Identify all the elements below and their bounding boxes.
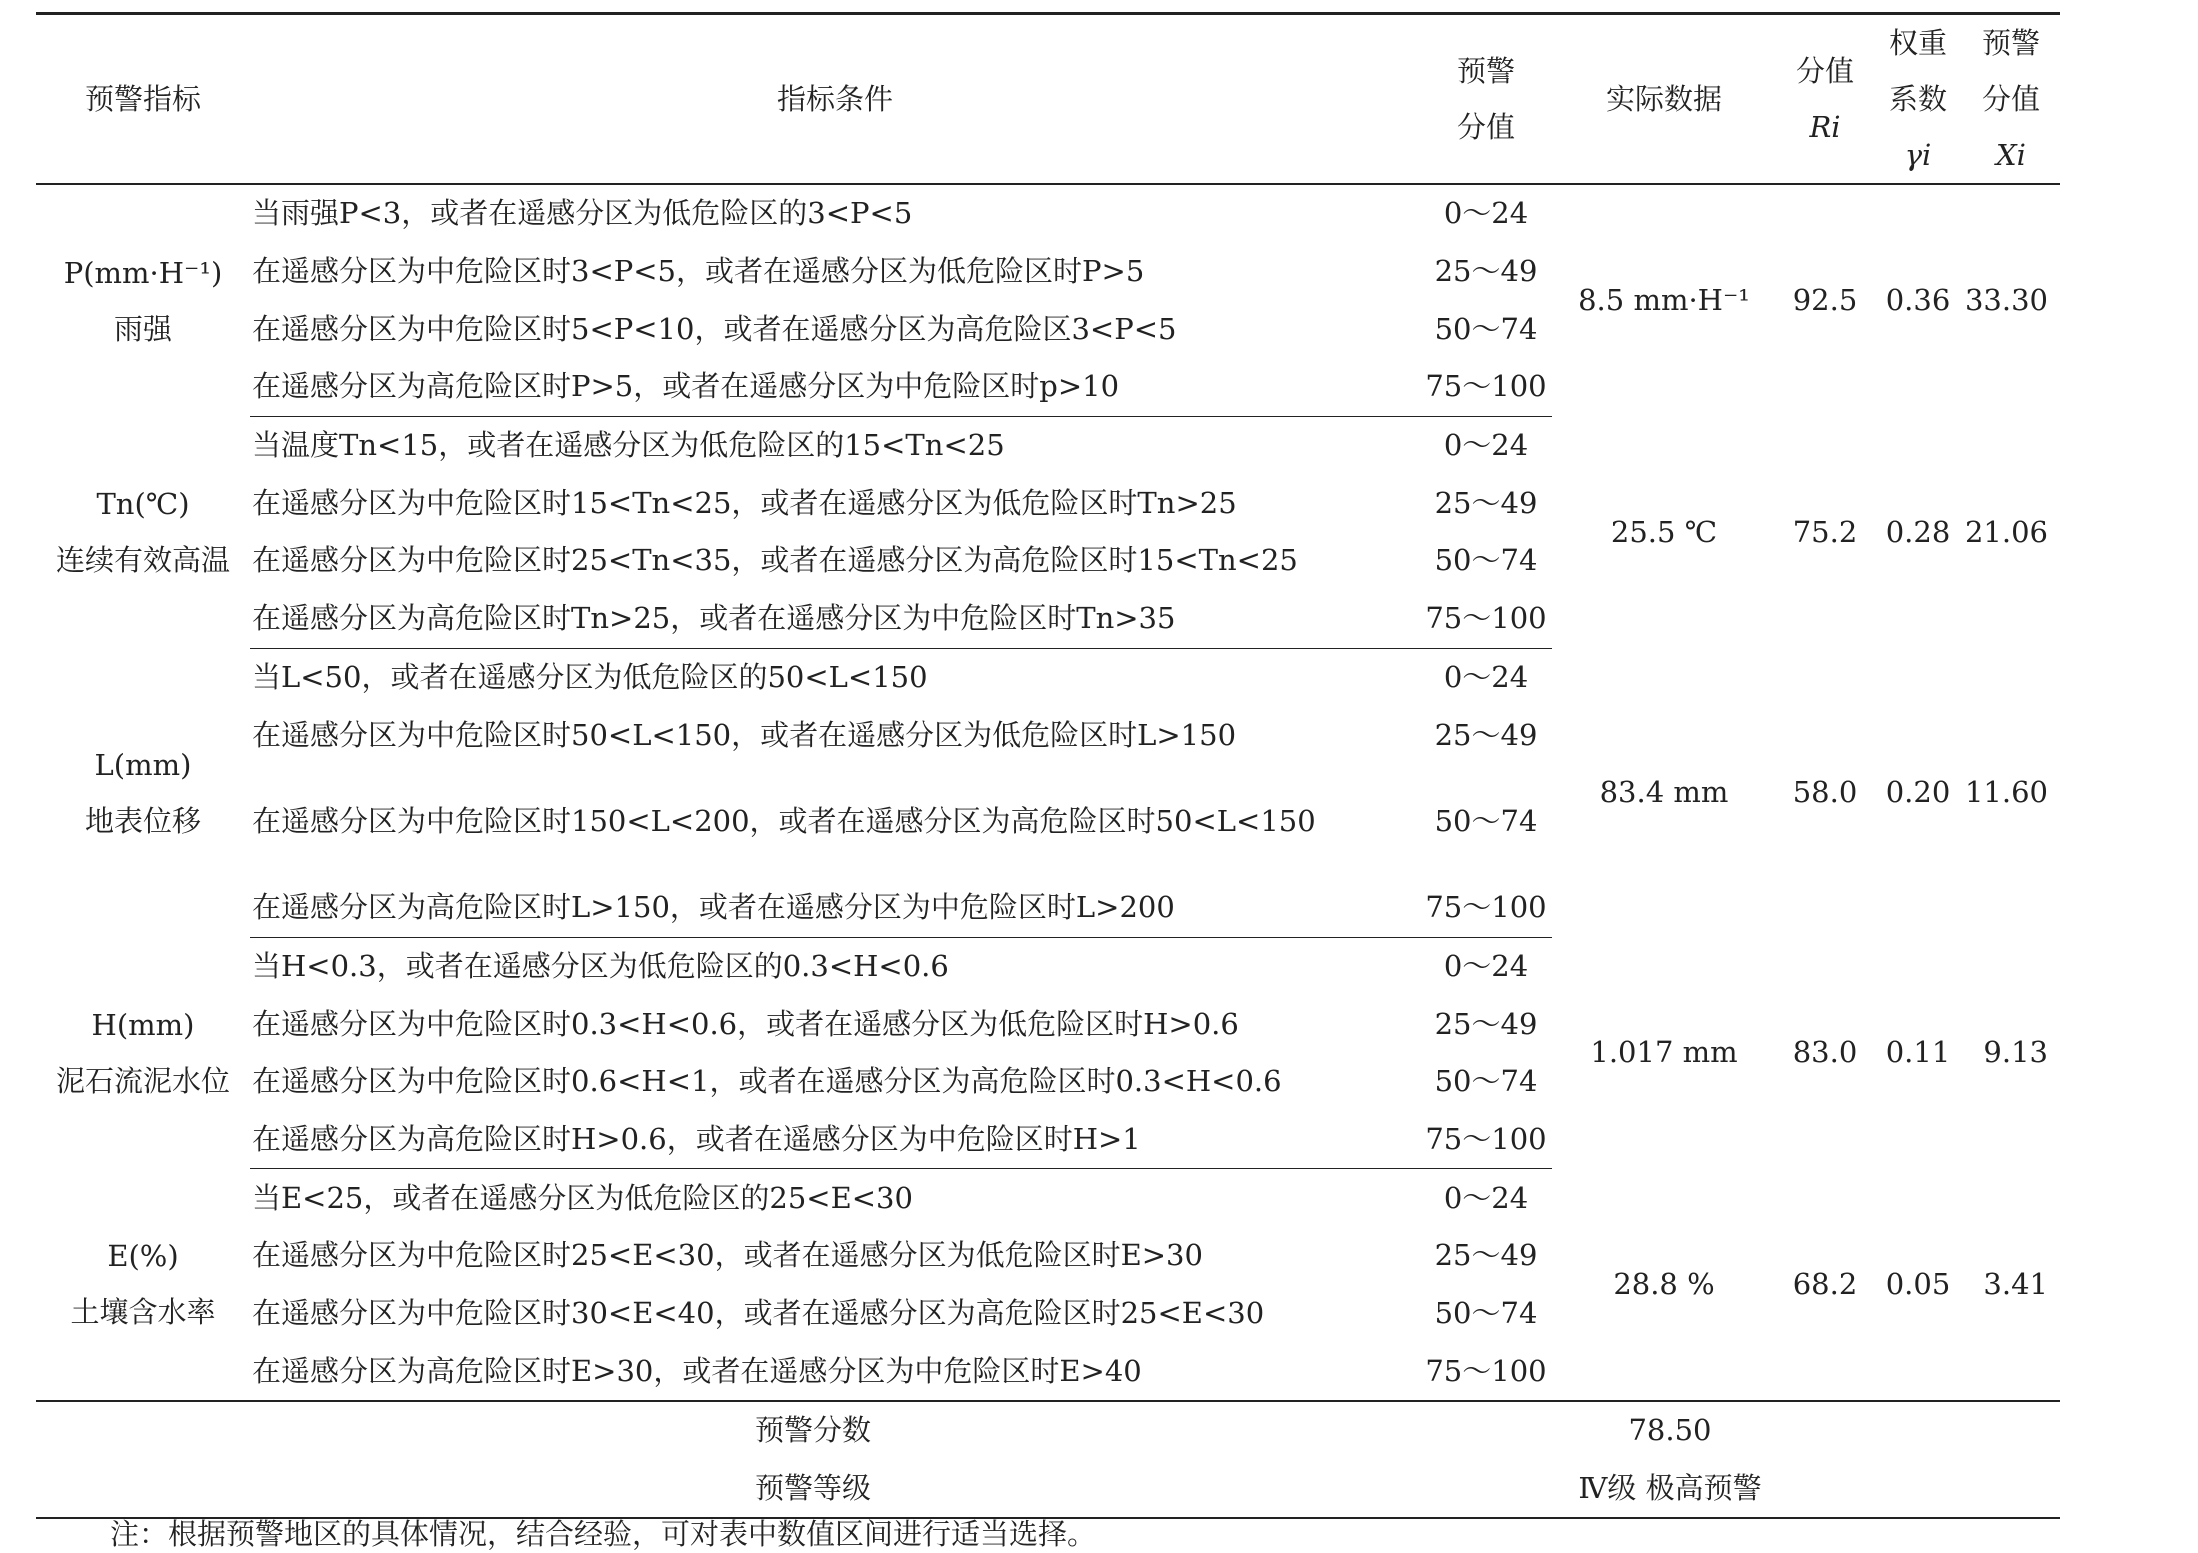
table-row	[36, 648, 2060, 706]
condition-cell: 当H<0.3，或者在遥感分区为低危险区的0.3<H<0.6	[252, 948, 949, 983]
summary-score-row	[36, 1401, 2060, 1460]
condition-cell: 在遥感分区为中危险区时50<L<150，或者在遥感分区为低危险区时L>150	[252, 717, 1237, 752]
xi-cell: 33.30	[1964, 283, 2048, 318]
condition-cell: 在遥感分区为高危险区时H>0.6，或者在遥感分区为中危险区时H>1	[250, 1111, 1420, 1169]
header-indicator: 预警指标	[36, 14, 250, 185]
range-cell: 75～100	[1420, 358, 1552, 416]
xi-cell: 21.06	[1964, 514, 2048, 549]
range-cell: 25～49	[1434, 1238, 1538, 1273]
condition-cell: 在遥感分区为中危险区时0.3<H<0.6，或者在遥感分区为低危险区时H>0.6	[252, 1006, 1239, 1041]
ri-cell: 75.2	[1792, 514, 1858, 549]
condition-cell: 当温度Tn<15，或者在遥感分区为低危险区的15<Tn<25	[252, 428, 1005, 463]
range-cell: 50～74	[1434, 311, 1538, 346]
range-cell: 0～24	[1443, 1180, 1529, 1215]
condition-cell: 当L<50，或者在遥感分区为低危险区的50<L<150	[252, 659, 928, 694]
warning-score-table	[36, 12, 2060, 1519]
warning-score-value: 78.50	[1420, 1401, 2060, 1460]
warning-level-label: 预警等级	[36, 1460, 1420, 1519]
ri-cell: 92.5	[1792, 283, 1858, 318]
weight-cell: 0.20	[1885, 775, 1951, 810]
range-cell: 75～100	[1420, 1111, 1552, 1169]
header-actual-data: 实际数据	[1552, 14, 1776, 185]
header-weight: 权重 系数 γi	[1874, 14, 1962, 185]
header-warning-xi: 预警 分值 Xi	[1962, 14, 2060, 185]
range-cell: 50～74	[1434, 803, 1538, 838]
condition-cell: 当雨强P<3，或者在遥感分区为低危险区的3<P<5	[252, 196, 913, 231]
ri-cell: 68.2	[1792, 1266, 1858, 1301]
condition-cell: 在遥感分区为高危险区时Tn>25，或者在遥感分区为中危险区时Tn>35	[250, 590, 1420, 648]
range-cell: 0～24	[1443, 659, 1529, 694]
table-footnote: 注：根据预警地区的具体情况，结合经验，可对表中数值区间进行适当选择。	[110, 1517, 1097, 1551]
range-cell: 0～24	[1443, 948, 1529, 983]
actual-cell: 83.4 mm	[1599, 775, 1729, 810]
ri-cell: 58.0	[1792, 775, 1858, 810]
range-cell: 50～74	[1434, 543, 1538, 578]
actual-cell: 1.017 mm	[1590, 1035, 1738, 1070]
xi-cell: 3.41	[1983, 1266, 2048, 1301]
condition-cell: 在遥感分区为中危险区时3<P<5，或者在遥感分区为低危险区时P>5	[252, 254, 1145, 289]
warning-level-value: Ⅳ级 极高预警	[1420, 1460, 2060, 1519]
range-cell: 50～74	[1434, 1064, 1538, 1099]
table-row	[36, 416, 2060, 474]
range-cell: 0～24	[1443, 428, 1529, 463]
condition-cell: 在遥感分区为高危险区时P>5，或者在遥感分区为中危险区时p>10	[250, 358, 1420, 416]
header-score-ri: 分值 Ri	[1776, 14, 1874, 185]
range-cell: 25～49	[1434, 1006, 1538, 1041]
range-cell: 75～100	[1425, 1353, 1547, 1388]
xi-cell: 9.13	[1983, 1035, 2048, 1070]
condition-cell: 在遥感分区为中危险区时15<Tn<25，或者在遥感分区为低危险区时Tn>25	[252, 485, 1237, 520]
range-cell: 75～100	[1420, 590, 1552, 648]
indicator-cell: E(%) 土壤含水率	[70, 1239, 216, 1330]
range-cell: 25～49	[1434, 485, 1538, 520]
warning-score-label: 预警分数	[36, 1401, 1420, 1460]
table-row	[36, 1169, 2060, 1227]
weight-cell: 0.36	[1885, 283, 1951, 318]
condition-cell: 在遥感分区为高危险区时L>150，或者在遥感分区为中危险区时L>200	[250, 879, 1420, 937]
summary-level-row	[36, 1460, 2060, 1519]
condition-cell: 在遥感分区为中危险区时25<Tn<35，或者在遥感分区为高危险区时15<Tn<25	[252, 543, 1298, 578]
condition-cell: 在遥感分区为高危险区时E>30，或者在遥感分区为中危险区时E>40	[252, 1353, 1142, 1388]
table-header-row	[36, 14, 2060, 185]
range-cell: 25～49	[1434, 254, 1538, 289]
weight-cell: 0.28	[1885, 514, 1951, 549]
condition-cell: 在遥感分区为中危险区时5<P<10，或者在遥感分区为高危险区3<P<5	[252, 311, 1177, 346]
range-cell: 25～49	[1434, 717, 1538, 752]
range-cell: 0～24	[1443, 196, 1529, 231]
weight-cell: 0.11	[1885, 1035, 1951, 1070]
indicator-cell: H(mm) 泥石流泥水位	[55, 1007, 230, 1098]
condition-cell: 在遥感分区为中危险区时0.6<H<1，或者在遥感分区为高危险区时0.3<H<0.6	[252, 1064, 1282, 1099]
indicator-cell: P(mm·H⁻¹) 雨强	[63, 255, 223, 346]
ri-cell: 83.0	[1792, 1035, 1858, 1070]
table-row	[36, 184, 2060, 243]
condition-cell: 在遥感分区为中危险区时30<E<40，或者在遥感分区为高危险区时25<E<30	[252, 1296, 1265, 1331]
indicator-cell: Tn(℃) 连续有效高温	[55, 487, 230, 578]
weight-cell: 0.05	[1885, 1266, 1951, 1301]
actual-cell: 25.5 ℃	[1610, 514, 1718, 549]
range-cell: 75～100	[1420, 879, 1552, 937]
condition-cell: 当E<25，或者在遥感分区为低危险区的25<E<30	[252, 1180, 913, 1215]
actual-cell: 28.8 %	[1613, 1266, 1715, 1301]
indicator-cell: L(mm) 地表位移	[84, 747, 201, 838]
range-cell: 50～74	[1434, 1296, 1538, 1331]
header-condition: 指标条件	[250, 14, 1420, 185]
condition-cell: 在遥感分区为中危险区时25<E<30，或者在遥感分区为低危险区时E>30	[252, 1238, 1203, 1273]
actual-cell: 8.5 mm·H⁻¹	[1578, 283, 1750, 318]
xi-cell: 11.60	[1964, 775, 2048, 810]
condition-cell: 在遥感分区为中危险区时150<L<200，或者在遥感分区为高危险区时50<L<150	[252, 803, 1316, 838]
table-row	[36, 937, 2060, 995]
header-warning-range: 预警 分值	[1420, 14, 1552, 185]
